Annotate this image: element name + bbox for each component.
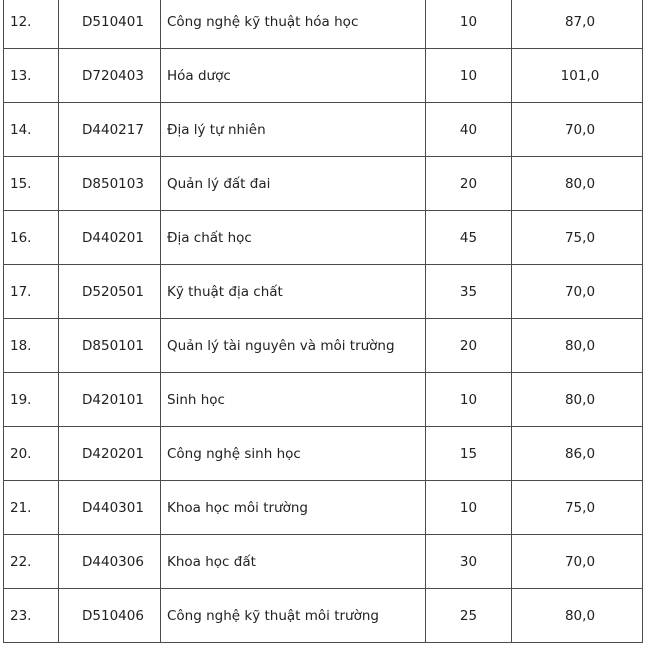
major-name: Hóa dược <box>161 49 426 103</box>
quota: 45 <box>426 211 512 265</box>
row-number: 23. <box>4 589 59 643</box>
major-code: D510401 <box>59 0 161 49</box>
table-body <box>4 0 643 643</box>
row-number: 21. <box>4 481 59 535</box>
benchmark-score: 101,0 <box>512 49 643 103</box>
quota: 35 <box>426 265 512 319</box>
quota: 20 <box>426 319 512 373</box>
row-number: 18. <box>4 319 59 373</box>
major-code: D520501 <box>59 265 161 319</box>
table-row <box>4 535 643 589</box>
quota: 30 <box>426 535 512 589</box>
row-number: 20. <box>4 427 59 481</box>
table-row <box>4 589 643 643</box>
quota: 10 <box>426 49 512 103</box>
table-row <box>4 211 643 265</box>
major-code: D440301 <box>59 481 161 535</box>
major-code: D420201 <box>59 427 161 481</box>
benchmark-score: 86,0 <box>512 427 643 481</box>
major-name: Kỹ thuật địa chất <box>161 265 426 319</box>
quota: 10 <box>426 373 512 427</box>
row-number: 15. <box>4 157 59 211</box>
major-code: D440217 <box>59 103 161 157</box>
major-code: D850101 <box>59 319 161 373</box>
major-name: Quản lý tài nguyên và môi trường <box>161 319 426 373</box>
row-number: 19. <box>4 373 59 427</box>
table-row <box>4 265 643 319</box>
table-row <box>4 319 643 373</box>
quota: 40 <box>426 103 512 157</box>
table-row <box>4 481 643 535</box>
quota: 10 <box>426 481 512 535</box>
benchmark-score: 80,0 <box>512 319 643 373</box>
benchmark-score: 80,0 <box>512 373 643 427</box>
major-name: Công nghệ kỹ thuật hóa học <box>161 0 426 49</box>
major-name: Khoa học đất <box>161 535 426 589</box>
benchmark-score: 70,0 <box>512 265 643 319</box>
major-code: D440201 <box>59 211 161 265</box>
row-number: 12. <box>4 0 59 49</box>
table-row <box>4 427 643 481</box>
row-number: 16. <box>4 211 59 265</box>
major-name: Công nghệ kỹ thuật môi trường <box>161 589 426 643</box>
major-name: Khoa học môi trường <box>161 481 426 535</box>
benchmark-score: 75,0 <box>512 481 643 535</box>
benchmark-score: 70,0 <box>512 535 643 589</box>
benchmark-score: 87,0 <box>512 0 643 49</box>
admissions-table <box>3 0 643 643</box>
benchmark-score: 75,0 <box>512 211 643 265</box>
major-name: Công nghệ sinh học <box>161 427 426 481</box>
quota: 25 <box>426 589 512 643</box>
table-row <box>4 157 643 211</box>
major-code: D420101 <box>59 373 161 427</box>
major-name: Quản lý đất đai <box>161 157 426 211</box>
row-number: 13. <box>4 49 59 103</box>
quota: 10 <box>426 0 512 49</box>
major-name: Địa chất học <box>161 211 426 265</box>
major-code: D720403 <box>59 49 161 103</box>
row-number: 17. <box>4 265 59 319</box>
major-code: D850103 <box>59 157 161 211</box>
quota: 20 <box>426 157 512 211</box>
row-number: 22. <box>4 535 59 589</box>
major-code: D510406 <box>59 589 161 643</box>
table-row <box>4 49 643 103</box>
quota: 15 <box>426 427 512 481</box>
table-row <box>4 373 643 427</box>
table-row <box>4 103 643 157</box>
benchmark-score: 80,0 <box>512 157 643 211</box>
benchmark-score: 70,0 <box>512 103 643 157</box>
major-name: Sinh học <box>161 373 426 427</box>
row-number: 14. <box>4 103 59 157</box>
major-name: Địa lý tự nhiên <box>161 103 426 157</box>
benchmark-score: 80,0 <box>512 589 643 643</box>
major-code: D440306 <box>59 535 161 589</box>
table-row <box>4 0 643 49</box>
